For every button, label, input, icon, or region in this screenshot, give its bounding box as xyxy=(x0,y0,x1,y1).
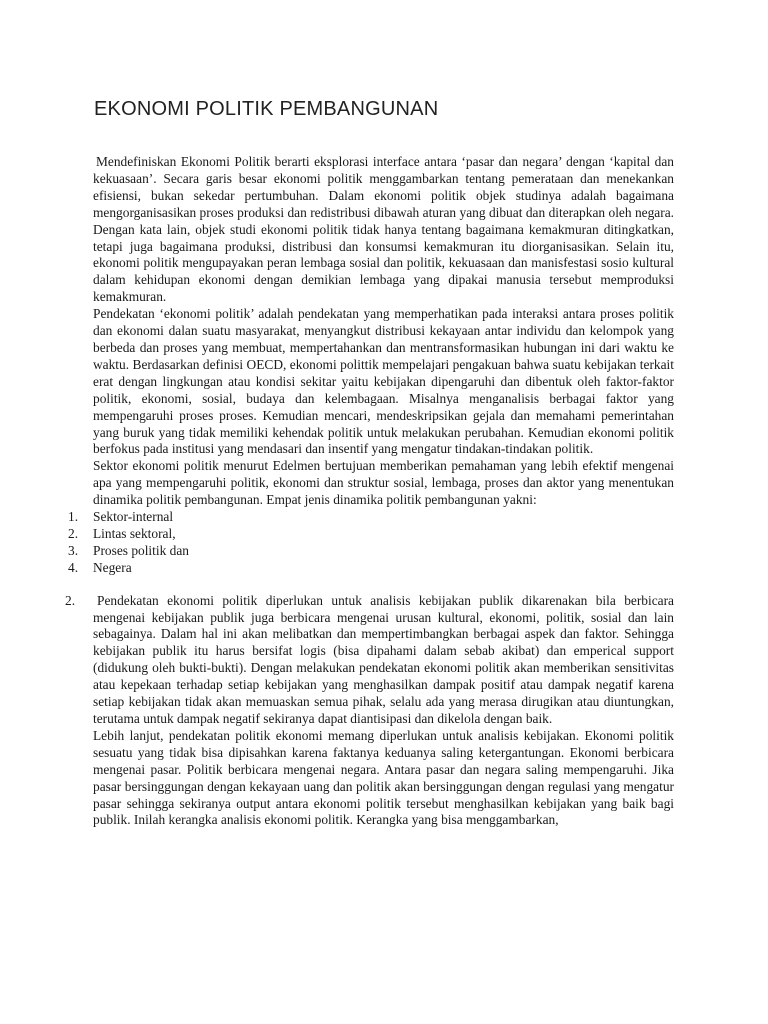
section2-number: 2. xyxy=(65,592,76,608)
list-item xyxy=(68,525,674,543)
section2-paragraph-text: Pendekatan ekonomi politik diperlukan untuk analisis kebijakan publik dikarenakan bila berbicara mengenai kebijakan publik juga berbicara mengenai urusan kultural, ekonomi, politik, sosial dan lain sebagainya. Dalam hal ini akan melibatkan dan mempertimbangkan berbagai aspek dan faktor. Sehingga kebijakan publik itu harus bersifat logis (bisa dipahami dalam sebab akibat) dan emperical support (didukung oleh bukti-bukti). Dengan melakukan pendekatan ekonomi politik akan memberikan sensitivitas atau kepekaan terhadap setiap kebijakan yang menghasilkan dampak positif atau dampak negatif karena setiap kebijakan tidak akan memuaskan semua pihak, selalu ada yang merasa dirugikan atau diuntungkan, terutama untuk dampak negatif sekiranya dapat diantisipasi dan dikelola dengan baik. xyxy=(93,592,674,726)
list-item-text: Negera xyxy=(93,559,132,575)
dynamics-list xyxy=(68,509,674,577)
paragraph-approach: Pendekatan ‘ekonomi politik’ adalah pendekatan yang memperhatikan pada interaksi antara proses politik dan ekonomi dalan suatu masyarakat, menyangkut distribusi kekayaan antar individu dan kelompok yang berbeda dan proses yang membuat, mempertahankan dan mentransformasikan hubungan ini dari waktu ke waktu. Berdasarkan definisi OECD, ekonomi polittik mempelajari pengakuan bahwa suatu kebijakan terkait erat dengan lingkungan atau kondisi sekitar yaitu kebijakan dipengaruhi dan dibentuk oleh faktor-faktor politik, ekonomi, sosial, budaya dan kelembagaan. Misalnya menganalisis berbagai faktor yang mempengaruhi proses proses. Kemudian mencari, mendeskripsikan gejala dan memahami pemerintahan yang buruk yang tidak memiliki kehendak politik untuk melakukan perubahan. Kemudian ekonomi politik berfokus pada institusi yang mendasari dan insentif yang mengatur tindakan-tindakan politik. xyxy=(93,306,674,457)
list-number: 2. xyxy=(68,525,79,541)
list-item xyxy=(68,509,674,526)
paragraph-definition: Mendefiniskan Ekonomi Politik berarti eksplorasi interface antara ‘pasar dan negara’ dengan ‘kapital dan kekuasaan’. Secara garis besar ekonomi politik menggambarkan tentang pemerataan dan menekankan efisiensi, bukan sekedar pertumbuhan. Dalam ekonomi politik objek studinya adalah bagaimana mengorganisasikan proses produksi dan redistribusi dibawah aturan yang dibuat dan diterapkan oleh negara. Dengan kata lain, objek studi ekonomi politik tidak hanya tentang bagaimana kemakmuran ditingkatkan, tetapi juga bagaimana produksi, distribusi dan konsumsi kemakmuran itu diorganisasikan. Selain itu, ekonomi politik mengupayakan peran lembaga sosial dan politik, kekuasaan dan manisfestasi sosio kultural dalam kehidupan ekonomi dengan demikian lembaga yang dipakai manusia tersebut memproduksi kemakmuran. xyxy=(93,154,674,305)
list-number: 3. xyxy=(68,542,79,558)
section2-paragraph-policy xyxy=(65,592,674,728)
document-title: EKONOMI POLITIK PEMBANGUNAN xyxy=(94,98,439,120)
section-spacer xyxy=(93,577,674,593)
list-item xyxy=(68,542,674,560)
list-item-text: Lintas sektoral, xyxy=(93,525,176,541)
list-number: 1. xyxy=(68,509,79,525)
list-number: 4. xyxy=(68,559,79,575)
list-item-text: Proses politik dan xyxy=(93,542,189,558)
paragraph-edelmen: Sektor ekonomi politik menurut Edelmen bertujuan memberikan pemahaman yang lebih efektif mengenai apa yang mempengaruhi politik, ekonomi dan struktur sosial, lembaga, proses dan aktor yang menentukan dinamika politik pembangunan. Empat jenis dinamika politik pembangunan yakni: xyxy=(93,458,674,508)
list-item-text: Sektor-internal xyxy=(93,509,174,525)
list-item xyxy=(68,559,674,577)
section2-paragraph-further: Lebih lanjut, pendekatan politik ekonomi memang diperlukan untuk analisis kebijakan. Ekonomi politik sesuatu yang tidak bisa dipisahkan karena faktanya keduanya saling ketergantungan. Ekonomi berbicara mengenai pasar. Politik berbicara mengenai negara. Antara pasar dan negara saling mempengaruhi. Jika pasar bersinggungan dengan kekayaan uang dan politik akan bersinggungan dengan regulasi yang mengatur pasar sehingga sekiranya output antara ekonomi politik tersebut menghasilkan kebijakan yang baik bagi publik. Inilah kerangka analisis ekonomi politik. Kerangka yang bisa menggambarkan, xyxy=(93,727,674,828)
document-body xyxy=(65,154,674,829)
